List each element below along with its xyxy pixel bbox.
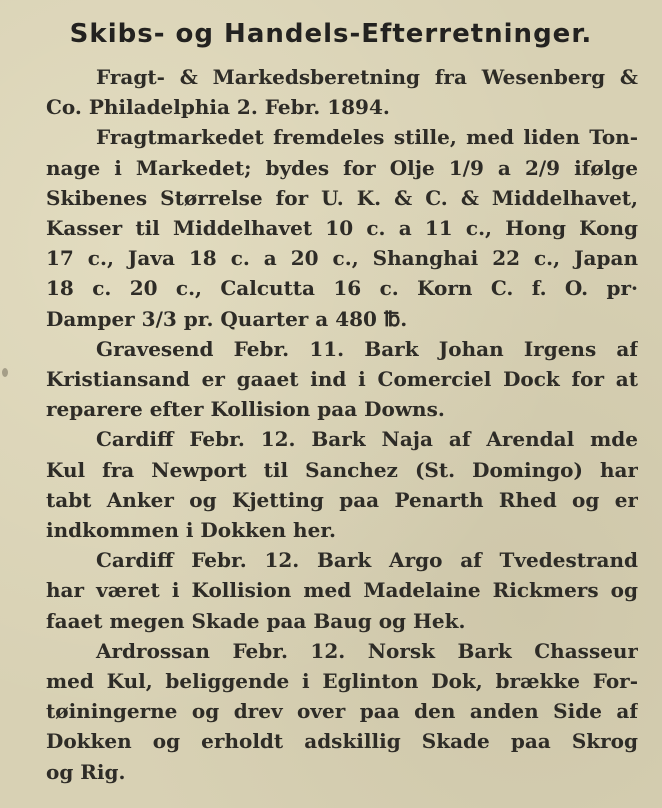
text-line: Kristiansand er gaaet ind i Comerciel Dock for at [46, 367, 638, 392]
text-line: og Rig. [46, 759, 126, 784]
text-line: indkommen i Dokken her. [46, 518, 336, 543]
text-line: Kasser til Middelhavet 10 c. a 11 c., Hong Kong [46, 216, 638, 241]
text-line: Ardrossan Febr. 12. Norsk Bark Chasseur [96, 638, 638, 663]
paragraph-ardrossan [46, 636, 638, 787]
text-line: Cardiff Febr. 12. Bark Naja af Arendal mde [96, 427, 638, 452]
text-line: Dokken og erholdt adskillig Skade paa Skrog [46, 729, 638, 754]
text-line: tabt Anker og Kjetting paa Penarth Rhed og er [46, 487, 638, 512]
article-body [46, 62, 638, 787]
text-line: Damper 3/3 pr. Quarter a 480 ℔. [46, 306, 408, 331]
text-line: Gravesend Febr. 11. Bark Johan Irgens af [96, 336, 638, 361]
headline: Skibs- og Handels-Efterretninger. [69, 19, 593, 49]
text-line: reparere efter Kollision paa Downs. [46, 397, 445, 422]
text-line: 17 c., Java 18 c. a 20 c., Shanghai 22 c., Japan [46, 246, 638, 271]
paragraph-freight-market [46, 122, 638, 333]
paragraph-cardiff-argo [46, 545, 638, 636]
paragraph-cardiff-naja [46, 424, 638, 545]
text-line: Skibenes Størrelse for U. K. & C. & Middelhavet, [46, 185, 638, 210]
text-line: Fragt- & Markedsberetning fra Wesenberg & [96, 65, 638, 89]
paragraph-gravesend [46, 334, 638, 425]
text-line: Co. Philadelphia 2. Febr. 1894. [46, 95, 390, 120]
ink-speck [2, 368, 8, 377]
text-line: Cardiff Febr. 12. Bark Argo af Tvedestrand [96, 548, 638, 573]
text-line: har været i Kollision med Madelaine Rickmers og [46, 578, 638, 603]
text-line: faaet megen Skade paa Baug og Hek. [46, 608, 466, 633]
text-line: Fragtmarkedet fremdeles stille, med liden Ton- [96, 125, 638, 150]
text-line: nage i Markedet; bydes for Olje 1/9 a 2/9 ifølge [46, 155, 638, 180]
paragraph-freight-report [46, 62, 638, 122]
text-line: 18 c. 20 c., Calcutta 16 c. Korn C. f. O. pr· [46, 276, 638, 301]
text-line: tøiningerne og drev over paa den anden Side af [46, 699, 638, 724]
text-line: Kul fra Newport til Sanchez (St. Domingo) har [46, 457, 638, 482]
text-line: med Kul, beliggende i Eglinton Dok, brække For- [46, 669, 638, 694]
